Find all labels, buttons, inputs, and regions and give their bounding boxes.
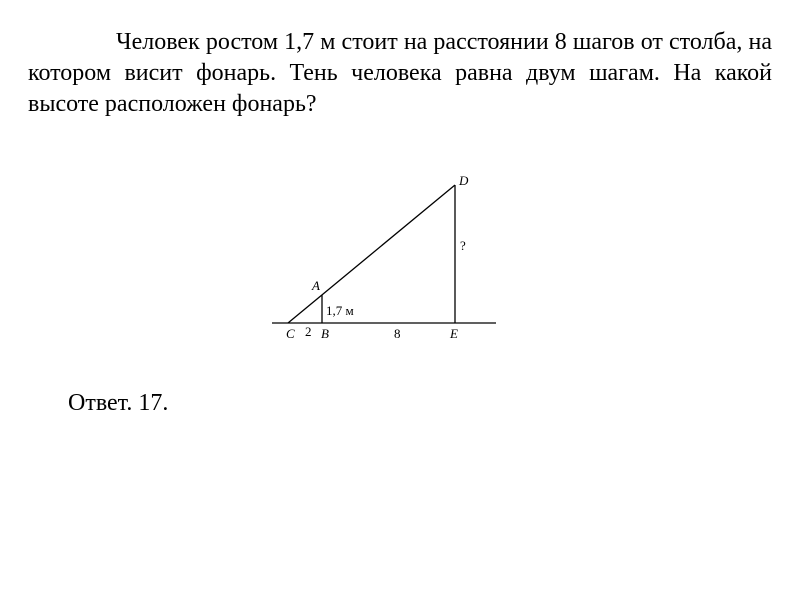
person-height-label: 1,7 м: [326, 303, 354, 318]
light-ray-line: [288, 185, 455, 323]
point-label-c: C: [286, 326, 295, 341]
point-label-d: D: [459, 173, 469, 188]
diagram-svg: [270, 168, 502, 348]
point-label-e: E: [450, 326, 458, 341]
unknown-height-label: ?: [460, 238, 466, 253]
similar-triangles-diagram: [270, 168, 502, 348]
point-label-a: A: [312, 278, 320, 293]
distance-label: 8: [394, 326, 401, 341]
problem-text: Человек ростом 1,7 м стоит на расстоянии 8 шагов от столба, на котором висит фонарь. Тень человека равна двум шагам. На какой высоте расположен фонарь?: [28, 29, 772, 117]
answer-text: Ответ. 17.: [68, 390, 169, 416]
point-label-b: B: [321, 326, 329, 341]
shadow-length-label: 2: [305, 324, 312, 339]
